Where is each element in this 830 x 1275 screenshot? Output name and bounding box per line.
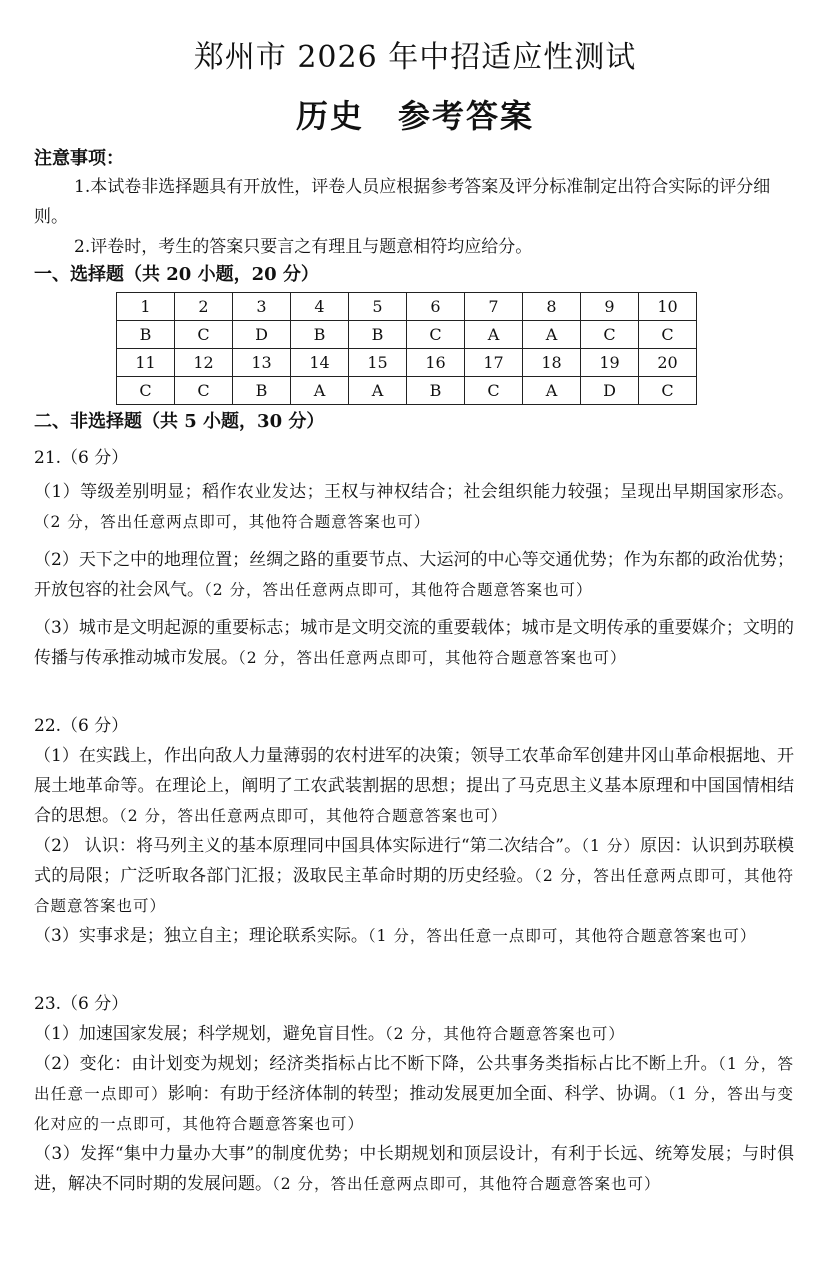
q22-part3 (34, 921, 794, 951)
q21-part3 (34, 613, 794, 673)
answer-cell: B (291, 321, 349, 349)
question-number-cell: 15 (349, 349, 407, 377)
q21-part2-note: （2 分，答出任意两点即可，其他符合题意答案也可） (204, 581, 593, 599)
answer-cell: C (639, 321, 697, 349)
answer-cell: A (349, 377, 407, 405)
answer-cell: B (233, 377, 291, 405)
q23-part2-note-a: （1 分，答出任意一点即可） (34, 1055, 794, 1103)
q21-part3-text: （3）城市是文明起源的重要标志；城市是文明交流的重要载体；城市是文明传承的重要媒介；文明的传播与传承推动城市发展。 (34, 618, 794, 668)
answer-cell: C (639, 377, 697, 405)
question-number-cell: 16 (407, 349, 465, 377)
answer-cell: B (407, 377, 465, 405)
q23-part2-note-b: （1 分，答出与变化对应的一点即可，其他符合题意答案也可） (34, 1085, 794, 1133)
question-number-cell: 12 (175, 349, 233, 377)
q23-part1-text: （1）加速国家发展；科学规划，避免盲目性。 (34, 1024, 385, 1044)
q23-part3-note: （2 分，答出任意两点即可，其他符合题意答案也可） (272, 1175, 661, 1193)
q21-part2 (34, 545, 794, 605)
question-number-cell: 13 (233, 349, 291, 377)
answer-cell: A (523, 321, 581, 349)
section2-heading: 二、非选择题（共 5 小题，30 分） (34, 411, 325, 432)
answer-cell: C (407, 321, 465, 349)
answer-cell: B (349, 321, 407, 349)
answer-cell: D (581, 377, 639, 405)
answer-row (117, 377, 697, 405)
answer-cell: A (465, 321, 523, 349)
question-number-cell: 4 (291, 293, 349, 321)
question-number-cell: 7 (465, 293, 523, 321)
question-number-cell: 18 (523, 349, 581, 377)
answer-cell: C (465, 377, 523, 405)
q21-part2-text: （2）天下之中的地理位置；丝绸之路的重要节点、大运河的中心等交通优势；作为东都的政治优势；开放包容的社会风气。 (34, 550, 794, 600)
answer-cell: C (175, 321, 233, 349)
answer-cell: B (117, 321, 175, 349)
page-subtitle: 历史 参考答案 (295, 97, 534, 135)
answer-cell: C (175, 377, 233, 405)
q22-part2 (34, 831, 794, 921)
q23-part3-text: （3）发挥“集中力量办大事”的制度优势；中长期规划和顶层设计，有利于长远、统筹发展；与时俱进，解决不同时期的发展问题。 (34, 1144, 794, 1194)
choice-answer-table (116, 292, 697, 405)
q22-part1-text: （1）在实践上，作出向敌人力量薄弱的农村进军的决策；领导工农革命军创建井冈山革命根据地、开展土地革命等。在理论上，阐明了工农武装割据的思想；提出了马克思主义基本原理和中国国情相结合的思想。 (34, 746, 794, 826)
q22-part2-text-a: （2） 认识：将马列主义的基本原理同中国具体实际进行“第二次结合”。 (34, 836, 582, 856)
q22-part2-note-b: （2 分，答出任意两点即可，其他符合题意答案也可） (34, 867, 794, 915)
q21-part1-note: （2 分，答出任意两点即可，其他符合题意答案也可） (34, 513, 431, 531)
question-number-cell: 17 (465, 349, 523, 377)
question-number-cell: 9 (581, 293, 639, 321)
q21-label: 21.（6 分） (34, 448, 129, 468)
question-number-cell: 8 (523, 293, 581, 321)
question-number-cell: 11 (117, 349, 175, 377)
q21-part1-text: （1）等级差别明显；稻作农业发达；王权与神权结合；社会组织能力较强；呈现出早期国家形态。 (34, 482, 794, 502)
answer-cell: C (581, 321, 639, 349)
question-number-cell: 20 (639, 349, 697, 377)
question-number-cell: 19 (581, 349, 639, 377)
question-number-row (117, 293, 697, 321)
q23-label: 23.（6 分） (34, 994, 129, 1014)
answer-cell: A (523, 377, 581, 405)
q22-part1-note: （2 分，答出任意两点即可，其他符合题意答案也可） (119, 807, 508, 825)
q22-part3-text: （3）实事求是；独立自主；理论联系实际。 (34, 926, 368, 946)
question-number-cell: 1 (117, 293, 175, 321)
question-number-cell: 10 (639, 293, 697, 321)
q21-part1 (34, 477, 794, 537)
notice-heading: 注意事项： (34, 148, 124, 169)
question-number-cell: 2 (175, 293, 233, 321)
page-title: 郑州市 2026 年中招适应性测试 (193, 40, 637, 75)
answer-row (117, 321, 697, 349)
answer-cell: C (117, 377, 175, 405)
question-number-cell: 3 (233, 293, 291, 321)
question-number-cell: 14 (291, 349, 349, 377)
question-number-cell: 5 (349, 293, 407, 321)
q21-part3-note: （2 分，答出任意两点即可，其他符合题意答案也可） (238, 649, 627, 667)
q23-part2-text-a: （2）变化：由计划变为规划；经济类指标占比不断下降，公共事务类指标占比不断上升。 (34, 1054, 718, 1074)
q22-part2-note-a: （1 分） (581, 837, 641, 855)
q23-part2-text-b: 影响：有助于经济体制的转型；推动发展更加全面、科学、协调。 (167, 1084, 668, 1104)
question-number-row (117, 349, 697, 377)
q22-part1 (34, 741, 794, 831)
section1-heading: 一、选择题（共 20 小题，20 分） (34, 264, 319, 285)
q23-part1-note: （2 分，其他符合题意答案也可） (384, 1025, 625, 1043)
q23-part3 (34, 1139, 794, 1199)
q23-part2 (34, 1049, 794, 1139)
answer-cell: D (233, 321, 291, 349)
document-body (34, 146, 794, 1199)
q22-part2-text-b: 原因：认识到苏联模式的局限；广泛听取各部门汇报；汲取民主革命时期的历史经验。 (34, 836, 794, 886)
q22-part3-note: （1 分，答出任意一点即可，其他符合题意答案也可） (367, 927, 757, 945)
notice-item-2: 2.评卷时，考生的答案只要言之有理且与题意相符均应给分。 (74, 237, 533, 257)
answer-cell: A (291, 377, 349, 405)
q23-part1 (34, 1019, 794, 1049)
q22-label: 22.（6 分） (34, 716, 129, 736)
notice-item-1: 1.本试卷非选择题具有开放性，评卷人员应根据参考答案及评分标准制定出符合实际的评分细则。 (34, 177, 771, 227)
question-number-cell: 6 (407, 293, 465, 321)
